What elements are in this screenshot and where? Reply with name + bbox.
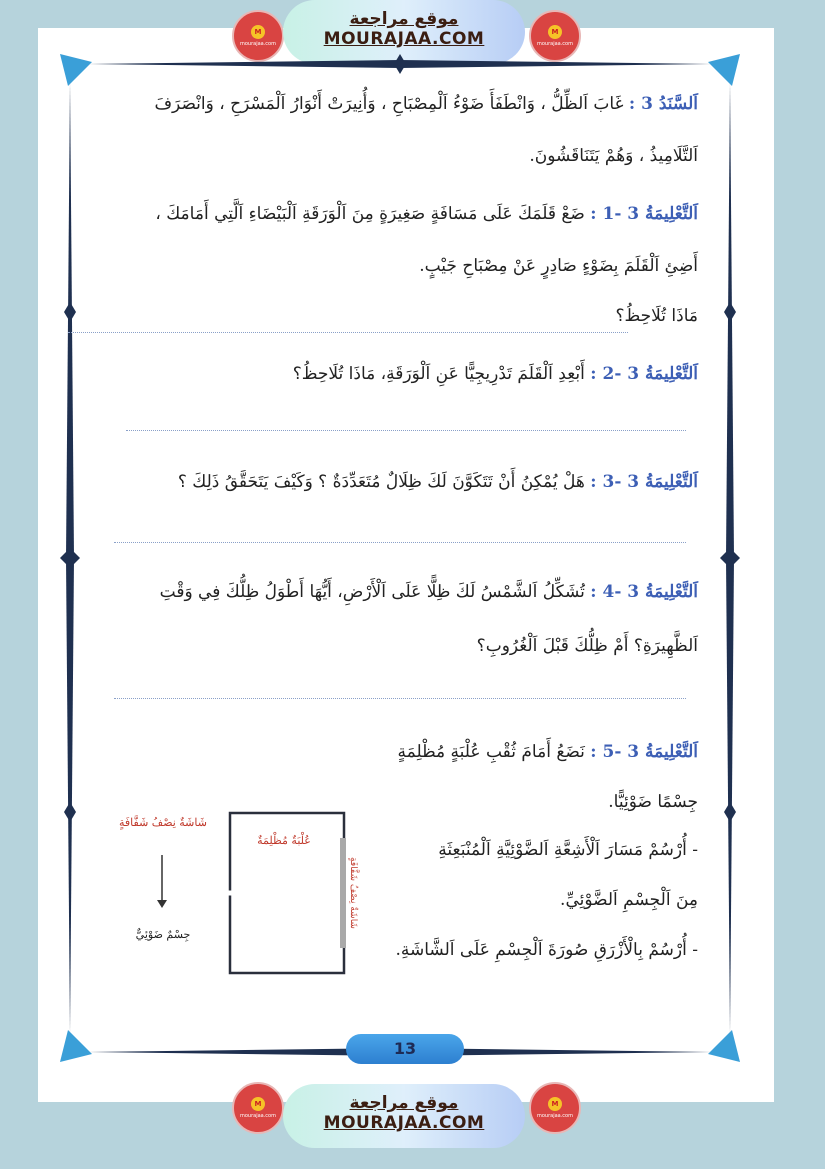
support-line-1	[154, 94, 698, 114]
instruction-4-label: اَلتَّعْلِيمَةُ 3 -4 :	[590, 582, 698, 602]
object-label: جِسْمٌ ضَوْئِيٌّ	[135, 928, 191, 941]
logo-caption: mourajaa.com	[536, 1113, 573, 1119]
instruction-3-line-1	[178, 472, 698, 492]
instruction-5-line-5: - أُرْسُمْ بِالْأَزْرَقِ صُورَةَ اَلْجِسْمِ عَلَى اَلشَّاشَةِ.	[395, 940, 698, 960]
instruction-4-line-2: اَلظَّهِيرَةِ؟ أَمْ ظِلُّكَ قَبْلَ اَلْغُرُوبِ؟	[476, 636, 698, 656]
answer-line[interactable]	[68, 332, 628, 333]
answer-line[interactable]	[114, 698, 686, 699]
instruction-1-text: ضَعْ قَلَمَكَ عَلَى مَسَافَةٍ صَغِيرَةٍ مِنَ اَلْوَرَقَةِ اَلْبَيْضَاءِ اَلَّتِي أَمَامَكَ ،	[155, 204, 585, 224]
site-name-ar[interactable]: موقع مراجعة	[349, 9, 459, 29]
support-text: غَابَ اَلظِّلُّ ، وَانْطَفَأَ ضَوْءُ اَلْمِصْبَاحِ ، وَأُنِيرَتْ أَنْوَارُ اَلْمَسْرَحِ ، وَانْصَرَفَ	[154, 94, 624, 114]
support-line-2: اَلتَّلَامِيذُ ، وَهُمْ يَتَنَاقَشُونَ.	[529, 146, 698, 166]
screen-side-label: شَاشَةٌ نِصْفُ شَفَّافَةٍ	[348, 857, 358, 929]
dark-box-diagram	[108, 810, 358, 980]
logo-caption: mourajaa.com	[536, 41, 573, 47]
site-banner-bottom[interactable]	[283, 1084, 525, 1148]
instruction-2-label: اَلتَّعْلِيمَةُ 3 -2 :	[590, 364, 698, 384]
site-name-en[interactable]: MOURAJAA.COM	[323, 1113, 485, 1133]
screen-label: شَاشَةٌ نِصْفُ شَفَّافَةٍ	[119, 816, 207, 829]
instruction-4-line-1	[160, 582, 698, 602]
instruction-3-label: اَلتَّعْلِيمَةُ 3 -3 :	[590, 472, 698, 492]
arrow-head-icon	[157, 900, 167, 908]
site-name-ar[interactable]: موقع مراجعة	[349, 1093, 459, 1113]
instruction-5-line-3: - أُرْسُمْ مَسَارَ اَلْأَشِعَّةِ اَلضَّوْئِيَّةِ اَلْمُنْبَعِثَةِ	[438, 840, 698, 860]
instruction-1-line-1	[155, 204, 698, 224]
dark-box-label: عُلْبَةٌ مُظْلِمَةٌ	[257, 834, 311, 847]
logo-mark-icon: M	[548, 1097, 562, 1111]
instruction-5-line-1	[398, 742, 698, 762]
instruction-1-label: اَلتَّعْلِيمَةُ 3 -1 :	[590, 204, 698, 224]
instruction-5-label: اَلتَّعْلِيمَةُ 3 -5 :	[590, 742, 698, 762]
logo-caption: mourajaa.com	[239, 41, 276, 47]
instruction-2-text: أَبْعِدِ اَلْقَلَمَ تَدْرِيجِيًّا عَنِ اَلْوَرَقَةِ، مَاذَا تُلَاحِظُ؟	[292, 364, 585, 384]
logo-caption: mourajaa.com	[239, 1113, 276, 1119]
instruction-3-text: هَلْ يُمْكِنُ أَنْ تَتَكَوَّنَ لَكَ ظِلَالٌ مُتَعَدِّدَةٌ ؟ وَكَيْفَ يَتَحَقَّقُ ذَلِكَ ؟	[177, 472, 585, 492]
site-name-en[interactable]: MOURAJAA.COM	[323, 29, 485, 49]
instruction-5-line-4: مِنَ اَلْجِسْمِ اَلضَّوْئِيِّ.	[560, 890, 698, 910]
instruction-1-line-2: أَضِئِ اَلْقَلَمَ بِضَوْءٍ صَادِرٍ عَنْ مِصْبَاحِ جَيْبٍ.	[419, 256, 698, 276]
instruction-4-text: تُشَكِّلُ اَلشَّمْسُ لَكَ ظِلًّا عَلَى اَلْأَرْضِ، أَيُّهَا أَطْوَلُ ظِلُّكَ فِي وَقْتِ	[159, 582, 585, 602]
instruction-5-line-2: جِسْمًا ضَوْئِيًّا.	[608, 792, 698, 812]
instruction-2-line-1	[293, 364, 698, 384]
logo-mark-icon: M	[251, 1097, 265, 1111]
logo-mark-icon: M	[548, 25, 562, 39]
site-logo-left-bottom	[232, 1082, 284, 1134]
answer-line[interactable]	[126, 430, 686, 431]
instruction-5-text: نَضَعُ أَمَامَ ثُقْبِ عُلْبَةٍ مُظْلِمَةٍ	[397, 742, 585, 762]
site-logo-right-bottom	[529, 1082, 581, 1134]
page-number: 13	[346, 1034, 464, 1064]
instruction-1-line-3: مَاذَا تُلَاحِظُ؟	[615, 306, 698, 326]
support-label: اَلسَّنَدُ 3 :	[628, 94, 698, 114]
answer-line[interactable]	[114, 542, 686, 543]
translucent-screen	[340, 838, 346, 948]
logo-mark-icon: M	[251, 25, 265, 39]
